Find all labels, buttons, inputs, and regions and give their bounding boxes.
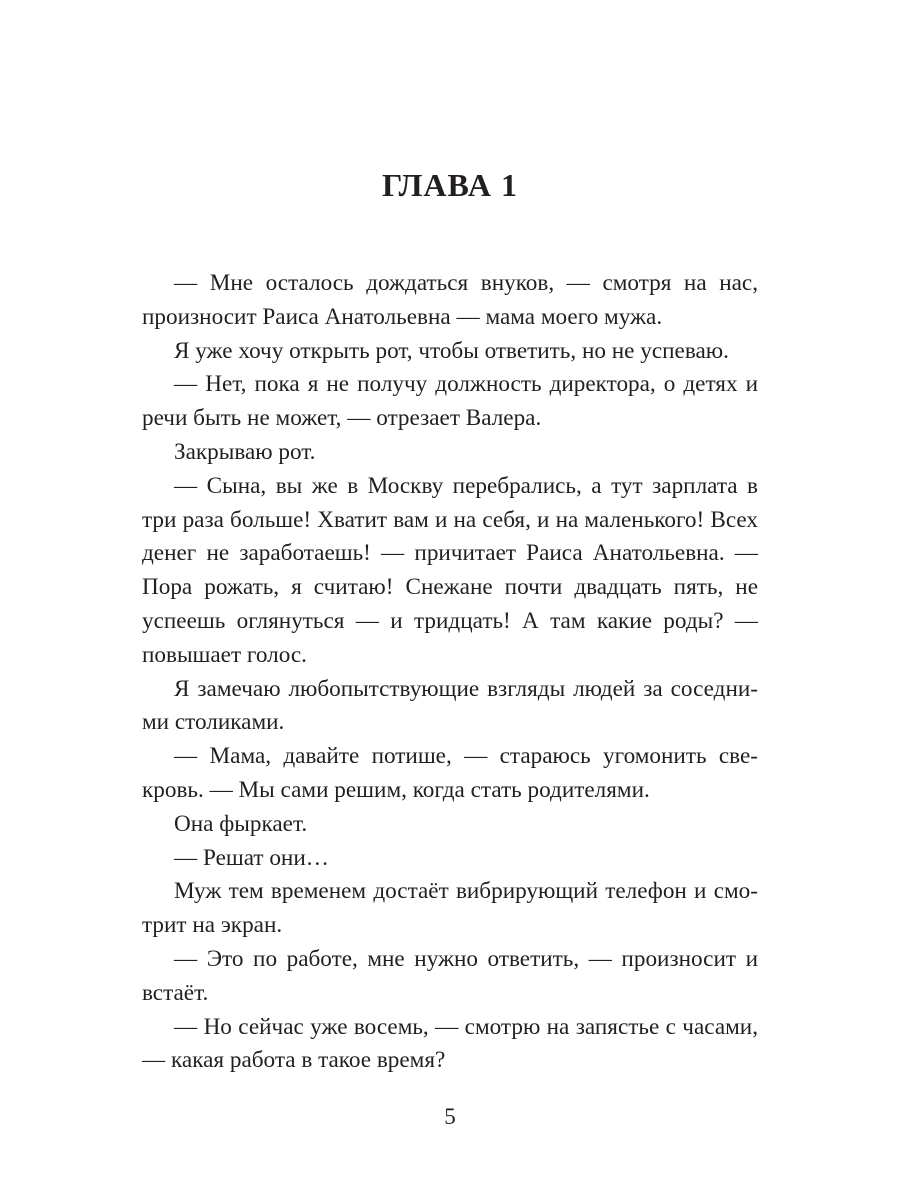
paragraph: — Это по работе, мне нужно ответить, — произносит и встаёт. — [142, 945, 758, 1006]
paragraph: — Решат они… — [174, 844, 329, 871]
paragraph: Она фыркает. — [174, 810, 308, 837]
chapter-title: ГЛАВА 1 — [382, 167, 518, 203]
paragraph: — Но сейчас уже восемь, — смотрю на запястье с часами, — какая работа в такое время? — [142, 1013, 758, 1074]
paragraph: — Сына, вы же в Москву перебрались, а тут зарплата в три раза больше! Хватит вам и на себя, и на маленького! Всех денег не заработаешь! — причитает Раиса Анатольевна. — Пора рожать, я считаю! Снежане почти двадцать пять, не успеешь оглянуться — и тридцать! А там какие роды? — повышает голос. — [142, 472, 758, 668]
paragraph: — Нет, пока я не получу должность директора, о детях и речи быть не может, — отрезает Валера. — [142, 371, 758, 432]
page-number: 5 — [444, 1104, 456, 1129]
paragraph: — Мне осталось дождаться внуков, — смотря на нас, произносит Раиса Анатольевна — мама моего мужа. — [142, 270, 758, 330]
chapter-body — [142, 267, 758, 1078]
paragraph: Я замечаю любопытствующие взгляды людей за соседними столиками. — [142, 675, 758, 736]
paragraph: — Мама, давайте потише, — стараюсь угомонить свекровь. — Мы сами решим, когда стать родителями. — [142, 743, 758, 803]
paragraph: Закрываю рот. — [174, 438, 316, 465]
paragraph: Муж тем временем достаёт вибрирующий телефон и смотрит на экран. — [142, 878, 758, 939]
paragraph: Я уже хочу открыть рот, чтобы ответить, но не успеваю. — [174, 337, 729, 364]
